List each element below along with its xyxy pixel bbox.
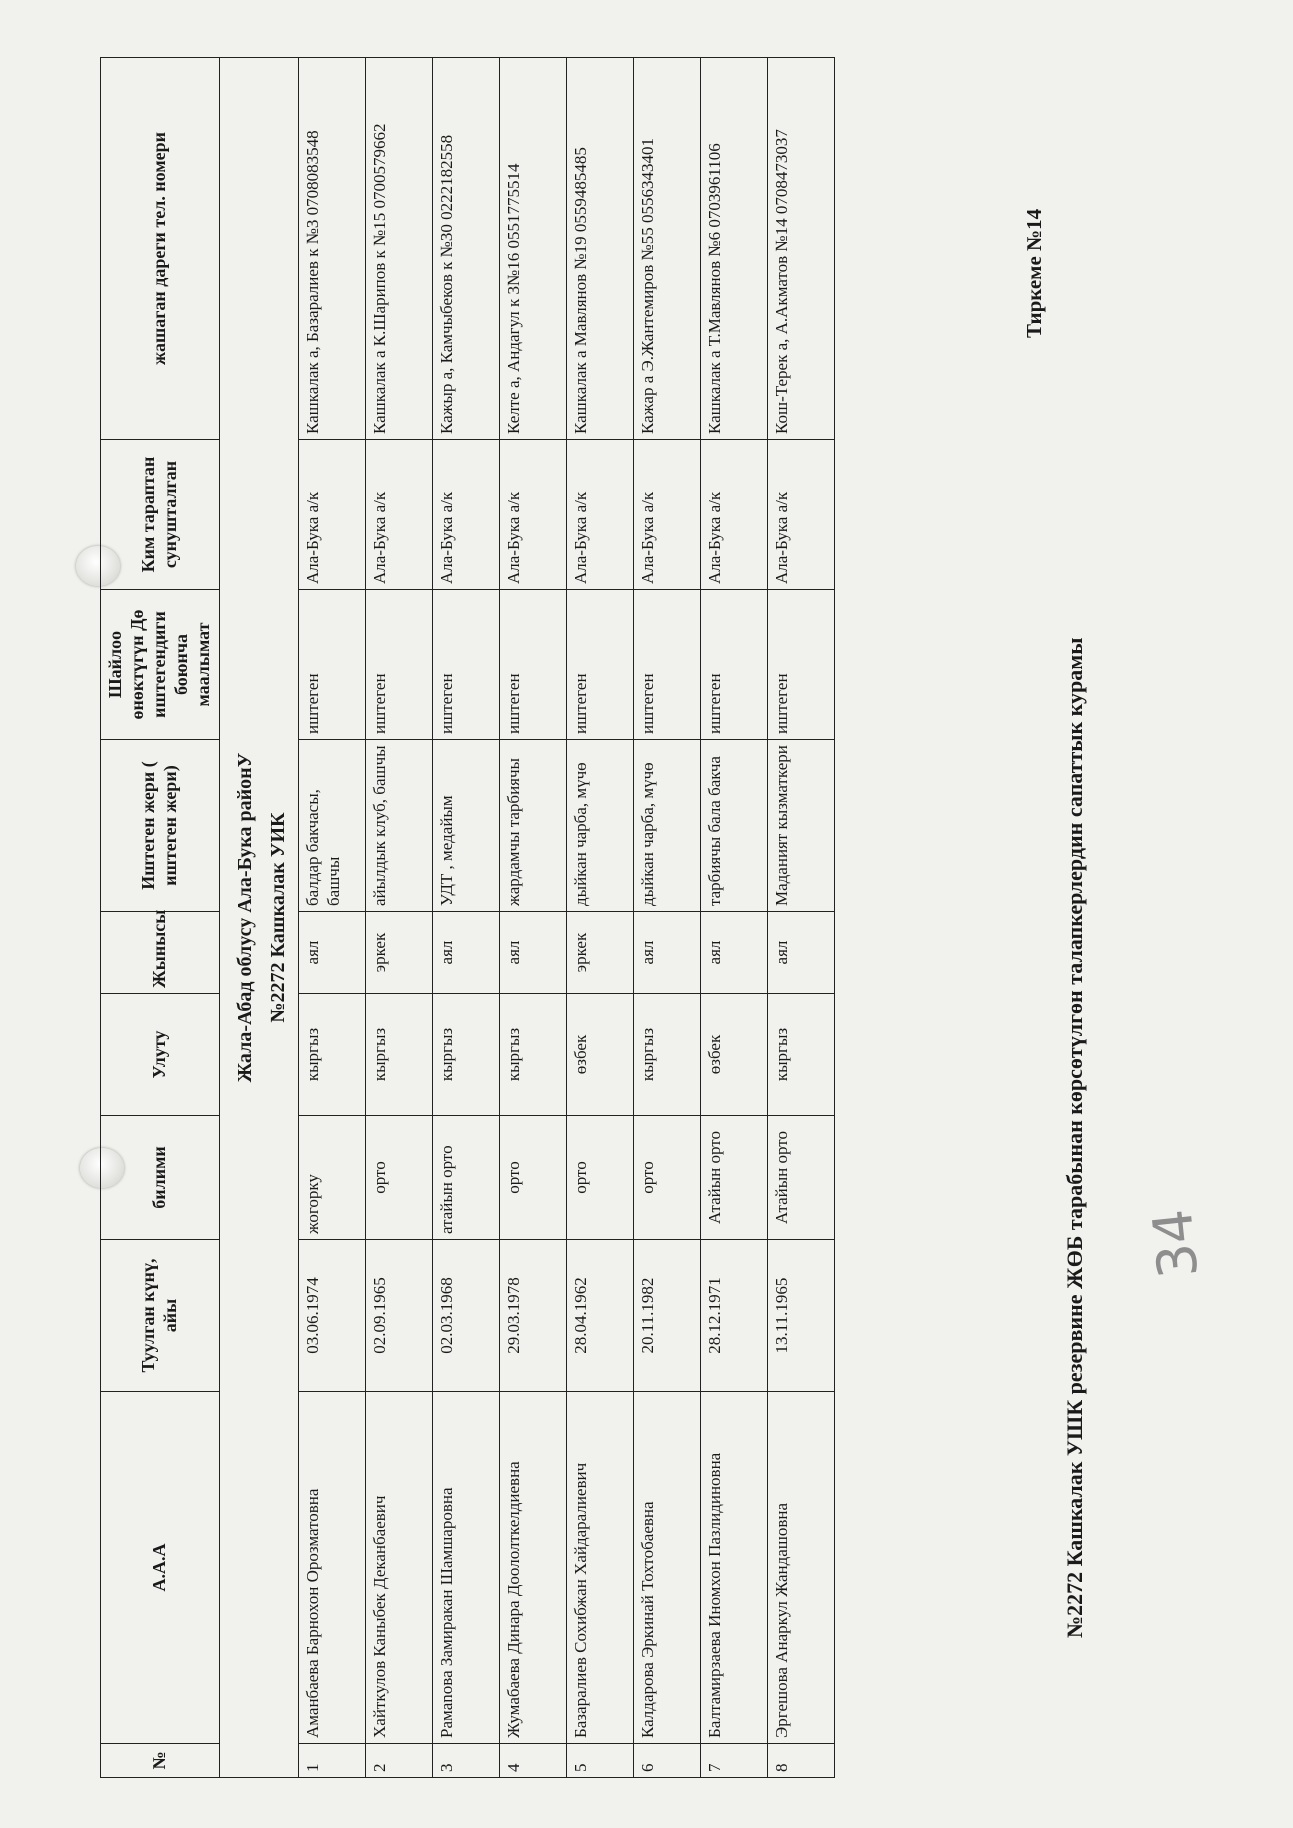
cell-workplace: тарбиячы бала бакча xyxy=(700,740,767,912)
cell-nominated-by: Ала-Бука а/к xyxy=(566,440,633,590)
document-title: №2272 Кашкалак УШК резервине ЖӨБ тарабынан көрсөтүлгөн талапкерлердин сапаттык курамы xyxy=(1062,637,1087,1638)
cell-nationality: кыргыз xyxy=(365,994,432,1116)
cell-name: Эргешова Анаркул Жандашовна xyxy=(767,1392,834,1744)
handwritten-page-number: 34 xyxy=(1140,1206,1211,1282)
cell-num: 3 xyxy=(432,1744,499,1778)
table-row xyxy=(566,58,633,1778)
cell-name: Рамanова Замиракан Шамшаровна xyxy=(432,1392,499,1744)
cell-num: 7 xyxy=(700,1744,767,1778)
cell-nominated-by: Ала-Бука а/к xyxy=(499,440,566,590)
cell-address: Кашкалак а Т.Мавлянов №6 0703961106 xyxy=(700,58,767,440)
cell-nationality: өзбек xyxy=(566,994,633,1116)
annex-label: Тиркеме №14 xyxy=(1022,208,1046,338)
header-gender: Жынысы xyxy=(101,912,220,994)
cell-gender: аял xyxy=(700,912,767,994)
cell-workplace: балдар бакчасы, башчы xyxy=(298,740,365,912)
cell-gender: аял xyxy=(432,912,499,994)
header-address: жашаган дареги тел. номери xyxy=(101,58,220,440)
header-num: № xyxy=(101,1744,220,1778)
cell-education: орто xyxy=(566,1116,633,1240)
cell-name: Калдарова Эркинай Тохтобаевна xyxy=(633,1392,700,1744)
cell-election-info: иштеген xyxy=(566,590,633,740)
cell-nationality: өзбек xyxy=(700,994,767,1116)
cell-num: 6 xyxy=(633,1744,700,1778)
cell-gender: эркек xyxy=(365,912,432,994)
cell-address: Кашкалак а, Базаралиев к №3 0708083548 xyxy=(298,58,365,440)
header-nominated-by: Ким тараптан сунушталган xyxy=(101,440,220,590)
header-education: билими xyxy=(101,1116,220,1240)
cell-num: 1 xyxy=(298,1744,365,1778)
cell-birth: 02.09.1965 xyxy=(365,1240,432,1392)
cell-election-info: иштеген xyxy=(365,590,432,740)
cell-address: Кашкалак а Мавлянов №19 0559485485 xyxy=(566,58,633,440)
header-birth: Туулган күнү, айы xyxy=(101,1240,220,1392)
header-nationality: Улуту xyxy=(101,994,220,1116)
candidates-table xyxy=(100,57,835,1778)
cell-election-info: иштеген xyxy=(298,590,365,740)
header-workplace: Иштеген жери ( иштеген жери) xyxy=(101,740,220,912)
cell-address: Кажыр а, Камчыбеков к №30 0222182558 xyxy=(432,58,499,440)
cell-gender: аял xyxy=(499,912,566,994)
table-row xyxy=(499,58,566,1778)
region-heading: Жала-Абад облусу Ала-Бука районУ xyxy=(219,58,262,1778)
cell-num: 8 xyxy=(767,1744,834,1778)
cell-gender: аял xyxy=(298,912,365,994)
cell-name: Балтамирзаева Иномхон Пазлидиновна xyxy=(700,1392,767,1744)
commission-heading: №2272 Кашкалак УИК xyxy=(262,58,299,1778)
cell-workplace: дыйкан чарба, мүчө xyxy=(566,740,633,912)
cell-nominated-by: Ала-Бука а/к xyxy=(767,440,834,590)
cell-education: Атайын орто xyxy=(700,1116,767,1240)
cell-birth: 28.04.1962 xyxy=(566,1240,633,1392)
cell-birth: 29.03.1978 xyxy=(499,1240,566,1392)
rotated-document xyxy=(22,8,1257,1798)
cell-nationality: кыргыз xyxy=(633,994,700,1116)
cell-education: атайын орто xyxy=(432,1116,499,1240)
cell-election-info: иштеген xyxy=(633,590,700,740)
cell-election-info: иштеген xyxy=(499,590,566,740)
cell-workplace: Маданият кызматкери xyxy=(767,740,834,912)
table-row xyxy=(633,58,700,1778)
cell-gender: аял xyxy=(767,912,834,994)
table-row xyxy=(700,58,767,1778)
cell-education: Атайын орто xyxy=(767,1116,834,1240)
cell-birth: 13.11.1965 xyxy=(767,1240,834,1392)
cell-gender: аял xyxy=(633,912,700,994)
cell-address: Кашкалак а К.Шарипов к №15 0700579662 xyxy=(365,58,432,440)
cell-nominated-by: Ала-Бука а/к xyxy=(298,440,365,590)
cell-address: Келте а, Андагул к 3№16 0551775514 xyxy=(499,58,566,440)
cell-education: орто xyxy=(499,1116,566,1240)
cell-nominated-by: Ала-Бука а/к xyxy=(432,440,499,590)
cell-name: Хайткулов Каныбек Деканбаевич xyxy=(365,1392,432,1744)
cell-num: 4 xyxy=(499,1744,566,1778)
cell-address: Кош-Терек а, А.Акматов №14 0708473037 xyxy=(767,58,834,440)
cell-name: Аманбаева Барнохон Орозматовна xyxy=(298,1392,365,1744)
cell-address: Кажар а Э.Жантемиров №55 0556343401 xyxy=(633,58,700,440)
table-row xyxy=(365,58,432,1778)
table-header-row xyxy=(101,58,220,1778)
cell-nationality: кыргыз xyxy=(432,994,499,1116)
table-row xyxy=(298,58,365,1778)
cell-election-info: иштеген xyxy=(700,590,767,740)
cell-name: Жумабаева Динара Доололткелдиевна xyxy=(499,1392,566,1744)
table-row xyxy=(767,58,834,1778)
cell-nationality: кыргыз xyxy=(298,994,365,1116)
cell-birth: 20.11.1982 xyxy=(633,1240,700,1392)
cell-nominated-by: Ала-Бука а/к xyxy=(633,440,700,590)
header-name: А.А.А xyxy=(101,1392,220,1744)
table-row xyxy=(432,58,499,1778)
cell-workplace: УДТ , медайым xyxy=(432,740,499,912)
cell-workplace: дыйкан чарба, мүчө xyxy=(633,740,700,912)
cell-education: орто xyxy=(365,1116,432,1240)
cell-num: 5 xyxy=(566,1744,633,1778)
header-election-info: Шайлоо өнөктүгүн Дө иштегендиги боюнча маалымат xyxy=(101,590,220,740)
cell-num: 2 xyxy=(365,1744,432,1778)
cell-name: Базаралиев Сохибжан Хайдаралиевич xyxy=(566,1392,633,1744)
cell-gender: эркек xyxy=(566,912,633,994)
cell-election-info: иштеген xyxy=(432,590,499,740)
cell-nationality: кыргыз xyxy=(499,994,566,1116)
cell-birth: 03.06.1974 xyxy=(298,1240,365,1392)
cell-birth: 28.12.1971 xyxy=(700,1240,767,1392)
cell-workplace: айылдык клуб, башчы xyxy=(365,740,432,912)
cell-birth: 02.03.1968 xyxy=(432,1240,499,1392)
cell-education: жогорку xyxy=(298,1116,365,1240)
cell-workplace: жардамчы тарбиячы xyxy=(499,740,566,912)
cell-education: орто xyxy=(633,1116,700,1240)
cell-nominated-by: Ала-Бука а/к xyxy=(700,440,767,590)
cell-nationality: кыргыз xyxy=(767,994,834,1116)
cell-nominated-by: Ала-Бука а/к xyxy=(365,440,432,590)
cell-election-info: иштеген xyxy=(767,590,834,740)
